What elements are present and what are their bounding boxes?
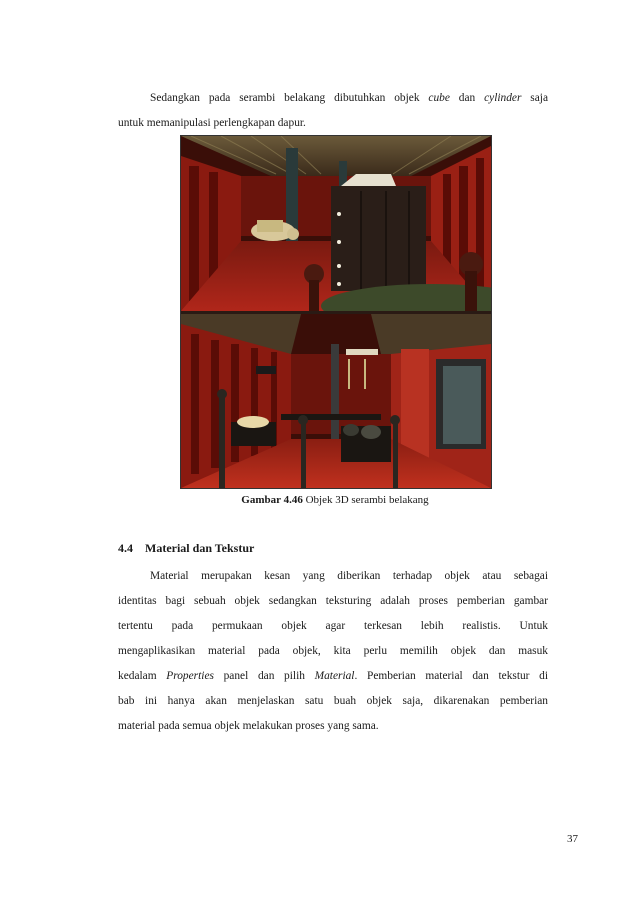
section-line-3: tertentu pada permukaan objek agar terkesan lebih realistis. Untuk	[118, 620, 548, 632]
section-line-5: kedalam Properties panel dan pilih Material. Pemberian material dan tekstur di	[118, 670, 549, 682]
section-number: 4.4	[118, 541, 133, 555]
render-top-image	[181, 136, 491, 311]
section-title: Material dan Tekstur	[145, 541, 255, 555]
figure-3d-back-porch	[180, 135, 492, 489]
section-line-7: material pada semua objek melakukan proses yang sama.	[118, 720, 379, 732]
page-number: 37	[567, 833, 578, 845]
section-line-2: identitas bagi sebuah objek sedangkan teksturing adalah proses pemberian gambar	[118, 595, 548, 607]
section-line-6: bab ini hanya akan menjelaskan satu buah objek saja, dikarenakan pemberian	[118, 695, 548, 707]
section-line-1: Material merupakan kesan yang diberikan terhadap objek atau sebagai	[150, 570, 548, 582]
figure-caption-text: Objek 3D serambi belakang	[305, 494, 429, 506]
render-bottom-image	[181, 314, 491, 488]
section-line-4: mengaplikasikan material pada objek, kita perlu memilih objek dan masuk	[118, 645, 548, 657]
intro-line-2: untuk memanipulasi perlengkapan dapur.	[118, 117, 306, 129]
intro-paragraph	[118, 86, 548, 136]
figure-caption	[180, 494, 490, 506]
intro-line-1: Sedangkan pada serambi belakang dibutuhkan objek cube dan cylinder saja	[150, 92, 548, 104]
figure-caption-label: Gambar 4.46	[241, 494, 303, 506]
section-heading	[118, 541, 254, 556]
section-paragraph	[118, 564, 548, 739]
